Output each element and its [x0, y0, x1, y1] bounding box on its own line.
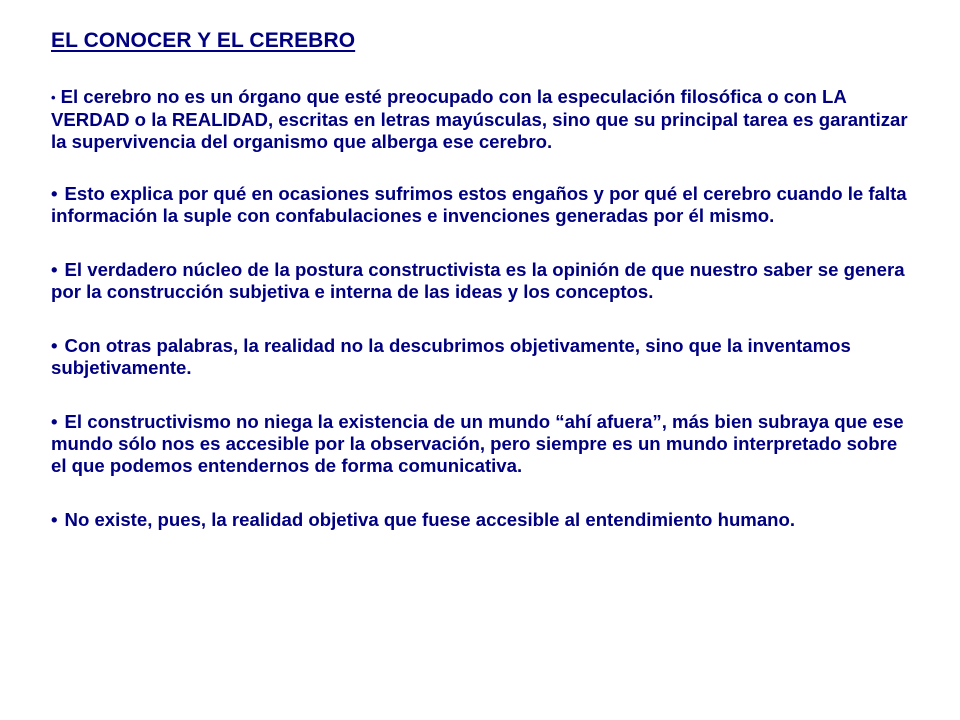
paragraph-text: Esto explica por qué en ocasiones sufrimos estos engaños y por qué el cerebro cuando le falta información la suple con confabulaciones e invenciones generadas por él mismo. [51, 183, 907, 227]
bullet-icon: • [51, 335, 58, 357]
paragraph-text: No existe, pues, la realidad objetiva que fuese accesible al entendimiento humano. [64, 509, 796, 531]
bullet-icon: • [51, 509, 58, 531]
paragraph-text: El cerebro no es un órgano que esté preocupado con la especulación filosófica o con LA VERDAD o la REALIDAD, escritas en letras mayúsculas, sino que su principal tarea es garantizar la supervivencia del organismo que alberga ese cerebro. [51, 86, 908, 153]
slide-title: EL CONOCER Y EL CEREBRO [51, 29, 356, 52]
bullet-icon: • [51, 90, 56, 106]
paragraph-text: El verdadero núcleo de la postura constructivista es la opinión de que nuestro saber se genera por la construcción subjetiva e interna de las ideas y los conceptos. [51, 259, 905, 303]
bullet-icon: • [51, 411, 58, 433]
bullet-icon: • [51, 259, 58, 281]
bullet-paragraph [51, 183, 911, 227]
bullet-icon: • [51, 183, 58, 205]
bullet-paragraph [51, 86, 911, 153]
bullet-paragraph [51, 411, 911, 477]
paragraph-text: El constructivismo no niega la existencia de un mundo “ahí afuera”, más bien subraya que ese mundo sólo nos es accesible por la observación, pero siempre es un mundo interpretado sobre el que podemos entendernos de forma comunicativa. [51, 411, 904, 477]
bullet-list [51, 86, 911, 531]
bullet-paragraph [51, 259, 911, 303]
slide [51, 28, 911, 563]
bullet-paragraph [51, 509, 911, 531]
paragraph-text: Con otras palabras, la realidad no la descubrimos objetivamente, sino que la inventamos subjetivamente. [51, 335, 851, 379]
bullet-paragraph [51, 335, 911, 379]
